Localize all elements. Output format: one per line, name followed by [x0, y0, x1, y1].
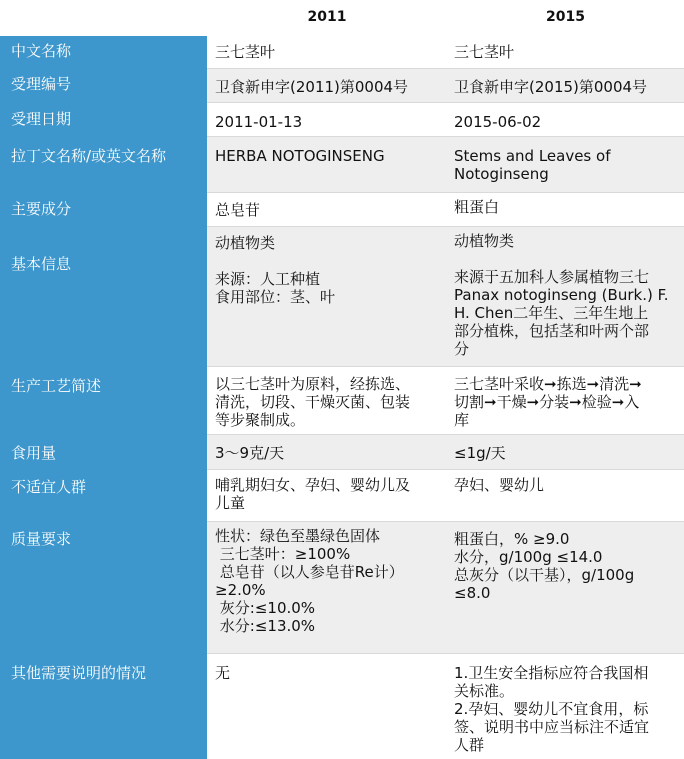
- cell-text-line: 三七茎叶：≥100%: [215, 545, 351, 563]
- row-label-text: 生产工艺简述: [11, 377, 102, 395]
- cell-text-line: 动植物类: [454, 232, 515, 250]
- cell-2011: [207, 521, 447, 653]
- cell-text-line: 1.卫生安全指标应符合我国相: [454, 664, 649, 682]
- row-label-text: 受理日期: [11, 110, 72, 128]
- cell-text-line: 签、说明书中应当标注不适宜: [454, 718, 650, 736]
- cell-2015: [447, 226, 684, 366]
- cell-2015: [447, 366, 684, 434]
- table-row-main-ingredient: [0, 192, 684, 226]
- row-label-text: 受理编号: [11, 75, 72, 93]
- cell-2015: [447, 136, 684, 192]
- row-label-text: 不适宜人群: [11, 478, 87, 496]
- row-label-text: 中文名称: [11, 42, 72, 60]
- row-label: [0, 469, 207, 521]
- cell-text-line: 儿童: [215, 494, 246, 512]
- row-label-text: 主要成分: [11, 200, 72, 218]
- cell-text-line: 灰分:≤10.0%: [215, 599, 316, 617]
- cell-text-line: ≤1g/天: [454, 444, 506, 462]
- row-label-text: 基本信息: [11, 255, 72, 273]
- row-label: [0, 653, 207, 759]
- cell-2011: [207, 226, 447, 366]
- row-label: [0, 36, 207, 68]
- row-label-text: 拉丁文名称/或英文名称: [11, 147, 167, 165]
- row-label: [0, 192, 207, 226]
- cell-2015: [447, 102, 684, 136]
- cell-2015: [447, 469, 684, 521]
- cell-text-line: 哺乳期妇女、孕妇、婴幼儿及: [215, 476, 411, 494]
- cell-2015: [447, 68, 684, 102]
- cell-text-line: 2015-06-02: [454, 113, 542, 131]
- cell-text-line: 2011-01-13: [215, 113, 303, 131]
- cell-text-line: 库: [454, 411, 470, 429]
- cell-text-line: Panax notoginseng (Burk.) F.: [454, 286, 669, 304]
- row-label: [0, 366, 207, 434]
- cell-2015: [447, 192, 684, 226]
- row-label: [0, 226, 207, 366]
- cell-2011: [207, 434, 447, 469]
- cell-text-line: 水分，g/100g ≤14.0: [454, 548, 603, 566]
- cell-text-line: 总皂苷（以人参皂苷Re计）: [215, 563, 404, 581]
- cell-text-line: Stems and Leaves of: [454, 147, 611, 165]
- row-separator: [207, 68, 684, 69]
- column-header-2015: 2015: [546, 9, 585, 25]
- cell-text-line: Notoginseng: [454, 165, 549, 183]
- row-separator: [207, 653, 684, 654]
- line-spacer: [454, 250, 678, 268]
- cell-text-line: 总灰分（以干基），g/100g: [454, 566, 635, 584]
- cell-2015: [447, 434, 684, 469]
- cell-text-line: 以三七茎叶为原料，经拣选、: [215, 375, 411, 393]
- row-label-text: 食用量: [11, 444, 57, 462]
- cell-2015: [447, 521, 684, 653]
- row-separator: [207, 366, 684, 367]
- cell-text-line: 切割➞干燥➞分装➞检验➞入: [454, 393, 640, 411]
- cell-text-line: H. Chen二年生、三年生地上: [454, 304, 649, 322]
- cell-text-line: 孕妇、婴幼儿: [454, 476, 545, 494]
- cell-2015: [447, 653, 684, 759]
- cell-text-line: 粗蛋白，% ≥9.0: [454, 530, 570, 548]
- cell-text-line: 清洗，切段、干燥灭菌、包装: [215, 393, 411, 411]
- row-separator: [207, 469, 684, 470]
- cell-text-line: 来源：人工种植: [215, 270, 321, 288]
- cell-text-line: HERBA NOTOGINSENG: [215, 147, 385, 165]
- row-label: [0, 136, 207, 192]
- cell-2011: [207, 469, 447, 521]
- cell-text-line: 卫食新申字(2015)第0004号: [454, 78, 648, 96]
- table-row-dosage: [0, 434, 684, 469]
- row-separator: [207, 434, 684, 435]
- cell-2015: [447, 36, 684, 68]
- cell-2011: [207, 653, 447, 759]
- cell-text-line: 性状：绿色至墨绿色固体: [215, 527, 381, 545]
- cell-text-line: 部分植株，包括茎和叶两个部: [454, 322, 650, 340]
- cell-text-line: 人群: [454, 736, 485, 754]
- row-separator: [207, 521, 684, 522]
- cell-2011: [207, 102, 447, 136]
- table-row-unsuitable-population: [0, 469, 684, 521]
- row-separator: [207, 226, 684, 227]
- cell-2011: [207, 192, 447, 226]
- cell-text-line: 来源于五加科人参属植物三七: [454, 268, 650, 286]
- row-separator: [207, 192, 684, 193]
- column-header-2011: 2011: [307, 9, 347, 25]
- cell-text-line: 无: [215, 664, 231, 682]
- row-label: [0, 434, 207, 469]
- cell-text-line: 水分:≤13.0%: [215, 617, 316, 635]
- row-label-text: 其他需要说明的情况: [11, 664, 147, 682]
- row-separator: [207, 136, 684, 137]
- cell-text-line: 食用部位：茎、叶: [215, 288, 336, 306]
- table-row-acceptance-number: [0, 68, 684, 102]
- table-row-basic-info: [0, 226, 684, 366]
- cell-2011: [207, 68, 447, 102]
- table-row-chinese-name: [0, 36, 684, 68]
- cell-text-line: 关标准。: [454, 682, 515, 700]
- cell-2011: [207, 136, 447, 192]
- cell-text-line: ≥2.0%: [215, 581, 266, 599]
- cell-text-line: 2.孕妇、婴幼儿不宜食用，标: [454, 700, 649, 718]
- table-row-acceptance-date: [0, 102, 684, 136]
- table-header: [0, 0, 684, 36]
- cell-text-line: 三七茎叶采收➞拣选➞清洗➞: [454, 375, 642, 393]
- cell-text-line: 等步聚制成。: [215, 411, 306, 429]
- table-row-latin-english-name: [0, 136, 684, 192]
- row-label-text: 质量要求: [11, 530, 72, 548]
- row-label: [0, 521, 207, 653]
- cell-2011: [207, 36, 447, 68]
- cell-text-line: 3～9克/天: [215, 444, 285, 462]
- row-label: [0, 68, 207, 102]
- table-row-quality-requirements: [0, 521, 684, 653]
- cell-text-line: 卫食新申字(2011)第0004号: [215, 78, 409, 96]
- row-separator: [207, 102, 684, 103]
- cell-text-line: 三七茎叶: [215, 43, 276, 61]
- cell-text-line: 总皂苷: [215, 201, 261, 219]
- cell-text-line: 三七茎叶: [454, 43, 515, 61]
- line-spacer: [215, 252, 443, 270]
- table-row-production-process: [0, 366, 684, 434]
- cell-text-line: 动植物类: [215, 234, 276, 252]
- cell-2011: [207, 366, 447, 434]
- table-row-other-notes: [0, 653, 684, 759]
- cell-text-line: ≤8.0: [454, 584, 491, 602]
- cell-text-line: 分: [454, 340, 470, 358]
- cell-text-line: 粗蛋白: [454, 198, 500, 216]
- row-label: [0, 102, 207, 136]
